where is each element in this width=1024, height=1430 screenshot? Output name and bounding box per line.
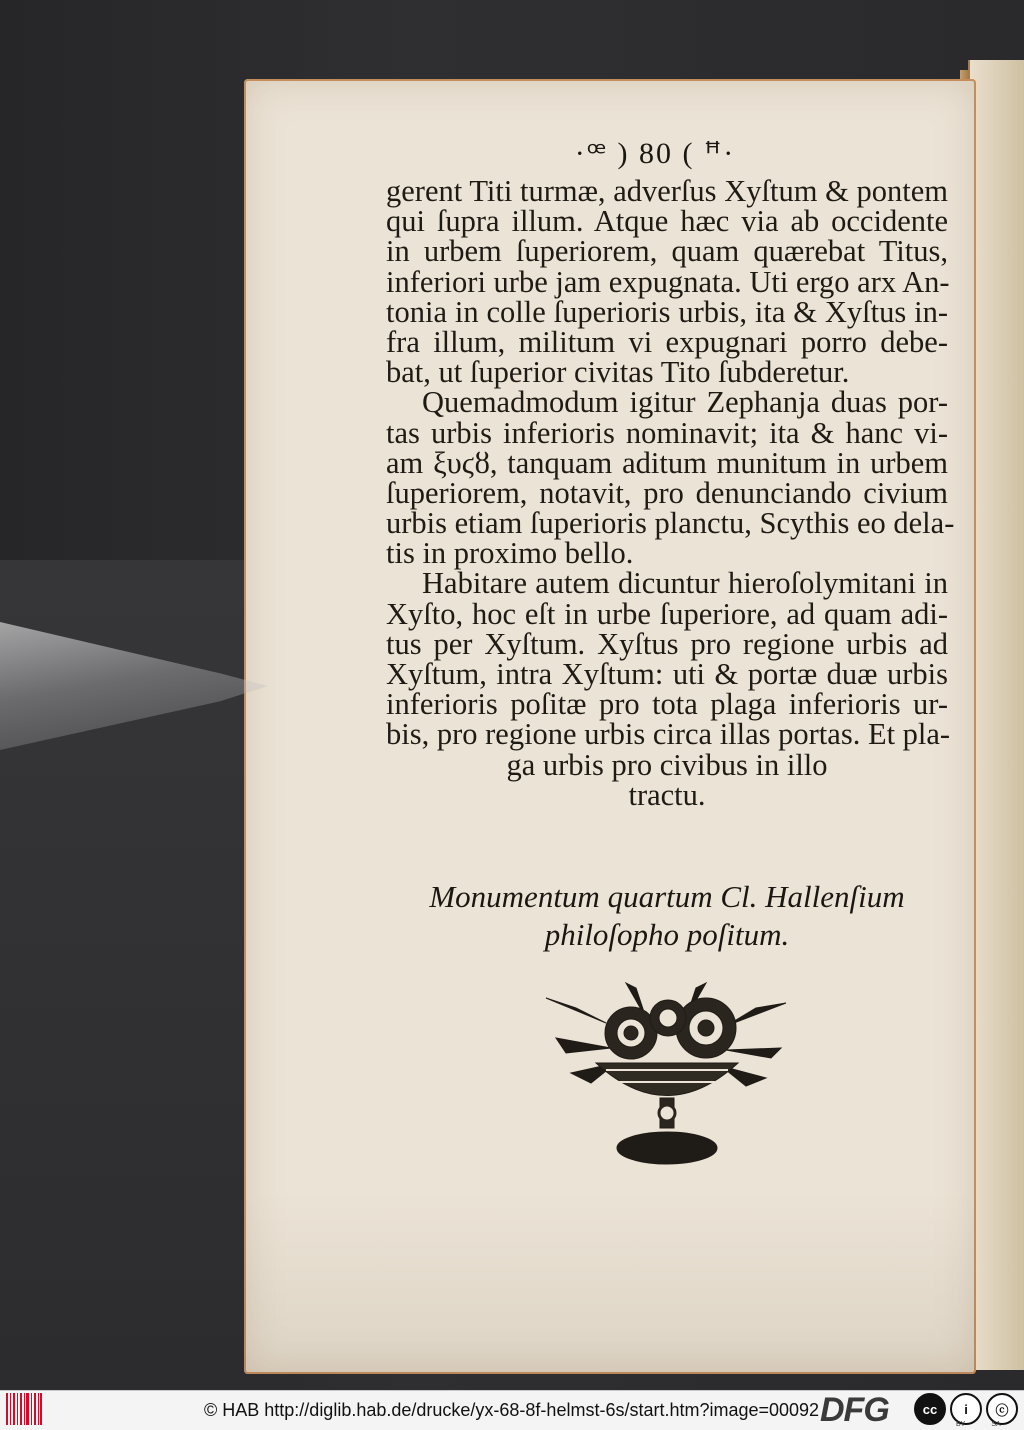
- cc-icon: cc: [914, 1393, 946, 1425]
- by-icon: i: [950, 1393, 982, 1425]
- text-line: urbis etiam ſuperioris planctu, Scythis eo dela-: [386, 506, 955, 541]
- adjacent-page: [968, 60, 1024, 1370]
- flower-basket-woodcut-icon: [536, 978, 798, 1168]
- text-line: Xyſtum, intra Xyſtum: uti & portæ duæ urbis: [386, 657, 948, 691]
- text-line: bis, pro regione urbis circa illas portas. Et pla-: [386, 717, 951, 752]
- text-line: tas urbis inferioris nominavit; ita & hanc vi-: [386, 415, 948, 450]
- page-body: [386, 174, 955, 812]
- license-labels: [956, 1421, 1001, 1428]
- text-line: Habitare autem dicuntur hieroſolymitani in: [422, 566, 948, 601]
- barcode-icon: [6, 1393, 42, 1425]
- text-line: tis in proximo bello.: [386, 536, 634, 571]
- text-line: ſuperiorem, notavit, pro denunciando civium: [386, 475, 948, 510]
- text-line: bat, ut ſuperior civitas Tito ſubderetur.: [386, 355, 850, 390]
- text-line: tus per Xyſtum. Xyſtus pro regione urbis ad: [386, 626, 948, 661]
- copyright-url[interactable]: © HAB http://diglib.hab.de/drucke/yx-68-8f-helmst-6s/start.htm?image=00092: [204, 1400, 820, 1420]
- text-line: qui ſupra illum. Atque hæc via ab occidente: [386, 204, 948, 239]
- dfg-logo: DFG: [820, 1391, 889, 1429]
- text-line: inferiori urbe jam expugnata. Uti ergo arx An-: [386, 264, 950, 299]
- monument-title: [386, 878, 948, 954]
- text-line: ga urbis pro civibus in illo: [506, 747, 828, 782]
- by-label: BY: [956, 1421, 966, 1428]
- text-line: tonia in colle ſuperioris urbis, ita & Xyſtus in-: [386, 294, 948, 329]
- text-line: in urbem ſuperiorem, quam quærebat Titus,: [386, 234, 948, 269]
- title-line-1: Monumentum quartum Cl. Hallenſium: [429, 879, 905, 914]
- page-shadow: [244, 1190, 976, 1374]
- text-line: am ξυϛȣ, tanquam aditum munitum in urbem: [386, 445, 948, 480]
- text-line: gerent Titi turmæ, adverſus Xyſtum & pontem: [386, 174, 948, 208]
- text-line: fra illum, militum vi expugnari porro debe-: [386, 324, 948, 359]
- text-line: tractu.: [628, 777, 706, 812]
- text-line: Xyſto, hoc eſt in urbe ſuperiore, ad quam adi-: [386, 596, 948, 631]
- text-line: inferioris poſitæ pro tota plaga inferioris ur-: [386, 687, 948, 722]
- text-line: Quemadmodum igitur Zephanja duas por-: [422, 385, 948, 420]
- page-header: ·ꟹ ) 80 ( ꟸ·: [574, 137, 736, 170]
- sa-label: SA: [991, 1421, 1001, 1428]
- sa-icon: ⓒ: [986, 1393, 1018, 1425]
- title-line-2: philoſopho poſitum.: [544, 917, 790, 952]
